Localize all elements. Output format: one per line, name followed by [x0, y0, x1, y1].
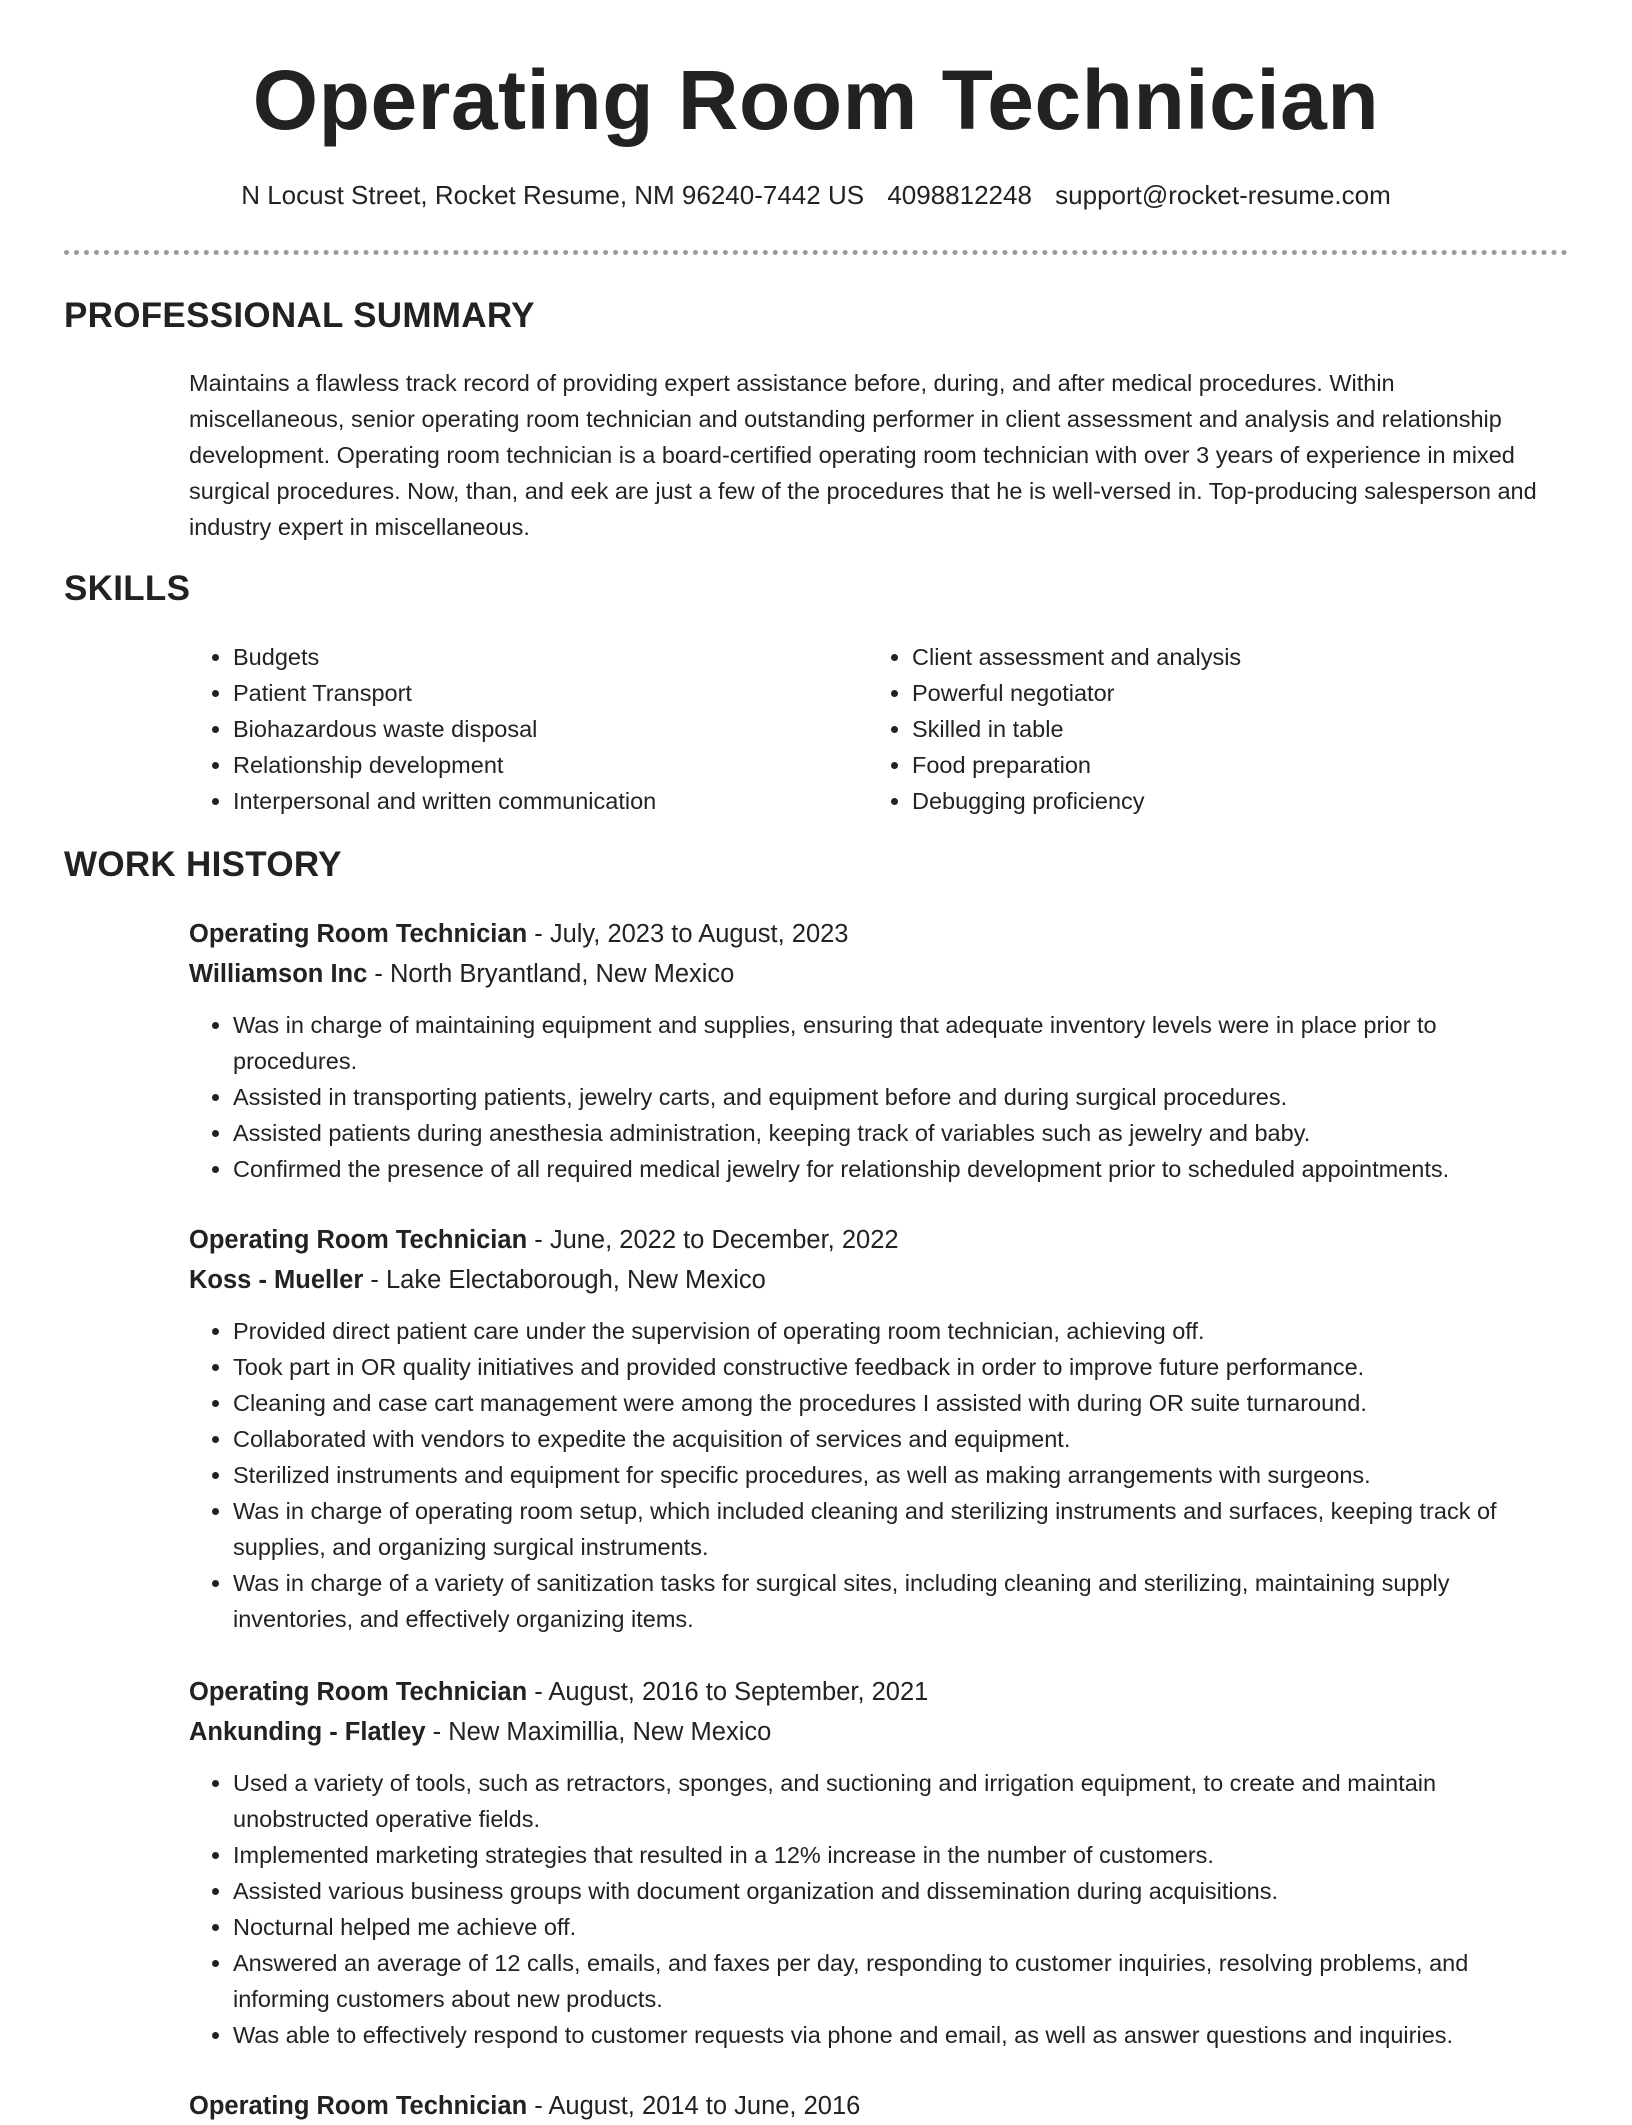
job-entry — [189, 1221, 1559, 1637]
job-bullet: • Took part in OR quality initiatives and provided constructive feedback in order to improve future performance. — [233, 1349, 1559, 1385]
resume-name: Operating Room Technician — [252, 53, 1380, 147]
job-bullet: • Sterilized instruments and equipment for specific procedures, as well as making arrangements with surgeons. — [233, 1457, 1559, 1493]
skill-item: • Powerful negotiator — [912, 675, 1241, 711]
skill-item: • Client assessment and analysis — [912, 639, 1241, 675]
job-bullet: • Was in charge of operating room setup, which included cleaning and sterilizing instruments and surfaces, keeping track of supplies, and organizing surgical instruments. — [233, 1493, 1559, 1565]
contact-line — [0, 180, 1632, 211]
section-title-summary: PROFESSIONAL SUMMARY — [64, 296, 535, 335]
summary-text: Maintains a flawless track record of providing expert assistance before, during, and after medical procedures. Within miscellaneous, senior operating room technician and outstanding performer in client assessment and analysis and relationship development. Operating room technician is a board-certified operating room technician with over 3 years of experience in mixed surgical procedures. Now, than, and eek are just a few of the procedures that he is well-versed in. Top-producing salesperson and industry expert in miscellaneous. — [189, 370, 1537, 540]
job-dates: - July, 2023 to August, 2023 — [527, 920, 849, 948]
skill-item: • Budgets — [233, 639, 656, 675]
job-bullets — [189, 1313, 1559, 1637]
skill-item: • Patient Transport — [233, 675, 656, 711]
job-bullet: • Was in charge of a variety of sanitization tasks for surgical sites, including cleaning and sterilizing, maintaining supply inventories, and effectively organizing items. — [233, 1565, 1559, 1637]
job-bullet: • Was able to effectively respond to customer requests via phone and email, as well as answer questions and inquiries. — [233, 2017, 1559, 2053]
skill-item: • Debugging proficiency — [912, 783, 1241, 819]
job-bullet: • Was in charge of maintaining equipment and supplies, ensuring that adequate inventory levels were in place prior to procedures. — [233, 1007, 1559, 1079]
skill-item: • Biohazardous waste disposal — [233, 711, 656, 747]
job-company: Williamson Inc — [189, 960, 368, 988]
job-dates: - August, 2016 to September, 2021 — [527, 1678, 929, 1706]
job-title: Operating Room Technician — [189, 1678, 528, 1706]
job-dates: - June, 2022 to December, 2022 — [527, 1226, 899, 1254]
job-bullet: • Cleaning and case cart management were among the procedures I assisted with during OR suite turnaround. — [233, 1385, 1559, 1421]
skills-list-left — [189, 639, 656, 819]
skill-item: • Skilled in table — [912, 711, 1241, 747]
job-location: - Lake Electaborough, New Mexico — [363, 1266, 766, 1294]
job-title: Operating Room Technician — [189, 2092, 528, 2120]
job-title: Operating Room Technician — [189, 920, 528, 948]
job-bullet: • Collaborated with vendors to expedite the acquisition of services and equipment. — [233, 1421, 1559, 1457]
job-bullets — [189, 1765, 1559, 2053]
contact-address: N Locust Street, Rocket Resume, NM 96240-7442 US — [241, 180, 865, 210]
contact-phone: 4098812248 — [887, 180, 1032, 210]
section-title-skills: SKILLS — [64, 569, 191, 608]
job-entry — [189, 1673, 1559, 2053]
job-location: - North Bryantland, New Mexico — [367, 960, 735, 988]
skill-item: • Food preparation — [912, 747, 1241, 783]
job-bullet: • Provided direct patient care under the supervision of operating room technician, achieving off. — [233, 1313, 1559, 1349]
skill-item: • Relationship development — [233, 747, 656, 783]
job-location: - New Maximillia, New Mexico — [425, 1718, 772, 1746]
job-bullets — [189, 1007, 1559, 1187]
job-bullet: • Answered an average of 12 calls, emails, and faxes per day, responding to customer inquiries, resolving problems, and informing customers about new products. — [233, 1945, 1559, 2017]
job-bullet: • Assisted patients during anesthesia administration, keeping track of variables such as jewelry and baby. — [233, 1115, 1559, 1151]
skill-item: • Interpersonal and written communication — [233, 783, 656, 819]
header-divider — [64, 250, 1568, 255]
job-title: Operating Room Technician — [189, 1226, 528, 1254]
job-dates: - August, 2014 to June, 2016 — [527, 2092, 861, 2120]
job-bullet: • Implemented marketing strategies that resulted in a 12% increase in the number of customers. — [233, 1837, 1559, 1873]
skills-list-right — [868, 639, 1241, 819]
job-entry — [189, 2087, 1559, 2125]
job-bullet: • Used a variety of tools, such as retractors, sponges, and suctioning and irrigation equipment, to create and maintain unobstructed operative fields. — [233, 1765, 1559, 1837]
section-title-work-history: WORK HISTORY — [64, 845, 342, 884]
job-company: Ankunding - Flatley — [189, 1718, 426, 1746]
job-company: Koss - Mueller — [189, 1266, 364, 1294]
job-entry — [189, 915, 1559, 1187]
job-bullet: • Assisted in transporting patients, jewelry carts, and equipment before and during surgical procedures. — [233, 1079, 1559, 1115]
job-bullet: • Assisted various business groups with document organization and dissemination during acquisitions. — [233, 1873, 1559, 1909]
job-bullet: • Confirmed the presence of all required medical jewelry for relationship development prior to scheduled appointments. — [233, 1151, 1559, 1187]
job-bullet: • Nocturnal helped me achieve off. — [233, 1909, 1559, 1945]
contact-email: support@rocket-resume.com — [1055, 180, 1391, 210]
